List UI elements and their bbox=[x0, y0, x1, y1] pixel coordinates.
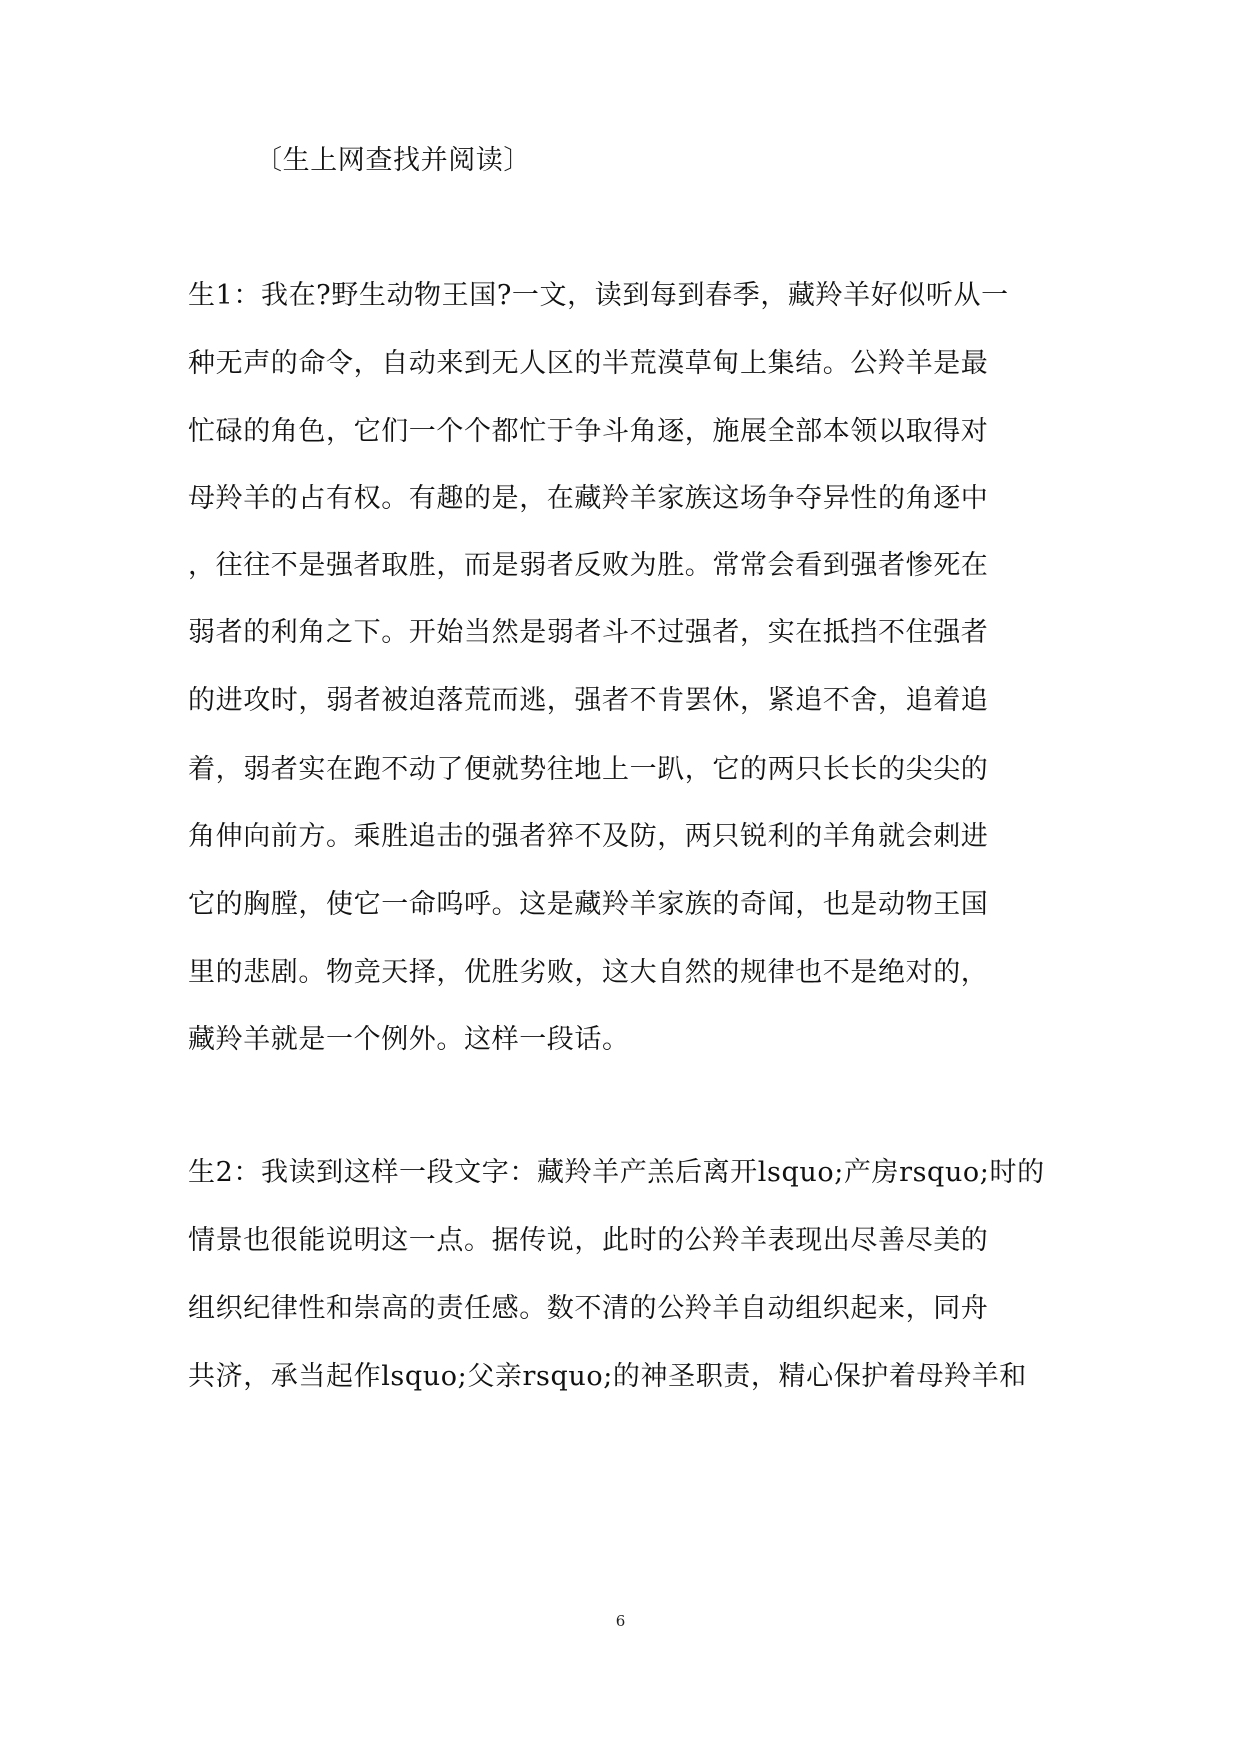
paragraph-line: ，往往不是强者取胜，而是弱者反败为胜。常常会看到强者惨死在 bbox=[188, 550, 989, 581]
page-number: 6 bbox=[615, 1612, 626, 1630]
paragraph-line: 角伸向前方。乘胜追击的强者猝不及防，两只锐利的羊角就会刺进 bbox=[188, 821, 989, 852]
paragraph-line: 组织纪律性和崇高的责任感。数不清的公羚羊自动组织起来，同舟 bbox=[188, 1293, 989, 1324]
paragraph-line: 生2：我读到这样一段文字：藏羚羊产羔后离开lsquo;产房rsquo;时的 bbox=[188, 1157, 1045, 1188]
paragraph-line: 母羚羊的占有权。有趣的是，在藏羚羊家族这场争夺异性的角逐中 bbox=[188, 483, 989, 514]
paragraph-line: 着，弱者实在跑不动了便就势往地上一趴，它的两只长长的尖尖的 bbox=[188, 754, 989, 785]
paragraph-line: 种无声的命令，自动来到无人区的半荒漠草甸上集结。公羚羊是最 bbox=[188, 348, 989, 379]
intro-line: 〔生上网查找并阅读〕 bbox=[255, 145, 531, 176]
paragraph-line: 的进攻时，弱者被迫落荒而逃，强者不肯罢休，紧追不舍，追着追 bbox=[188, 685, 989, 716]
paragraph-line: 情景也很能说明这一点。据传说，此时的公羚羊表现出尽善尽美的 bbox=[188, 1225, 989, 1256]
paragraph-line: 忙碌的角色，它们一个个都忙于争斗角逐，施展全部本领以取得对 bbox=[188, 416, 989, 447]
paragraph-line: 藏羚羊就是一个例外。这样一段话。 bbox=[188, 1024, 630, 1055]
paragraph-line: 生1：我在?野生动物王国?一文，读到每到春季，藏羚羊好似听从一 bbox=[188, 280, 1009, 311]
paragraph-line: 里的悲剧。物竞天择，优胜劣败，这大自然的规律也不是绝对的， bbox=[188, 957, 989, 988]
paragraph-line: 弱者的利角之下。开始当然是弱者斗不过强者，实在抵挡不住强者 bbox=[188, 617, 989, 648]
paragraph-line: 共济，承当起作lsquo;父亲rsquo;的神圣职责，精心保护着母羚羊和 bbox=[188, 1361, 1027, 1392]
paragraph-line: 它的胸膛，使它一命呜呼。这是藏羚羊家族的奇闻，也是动物王国 bbox=[188, 889, 989, 920]
